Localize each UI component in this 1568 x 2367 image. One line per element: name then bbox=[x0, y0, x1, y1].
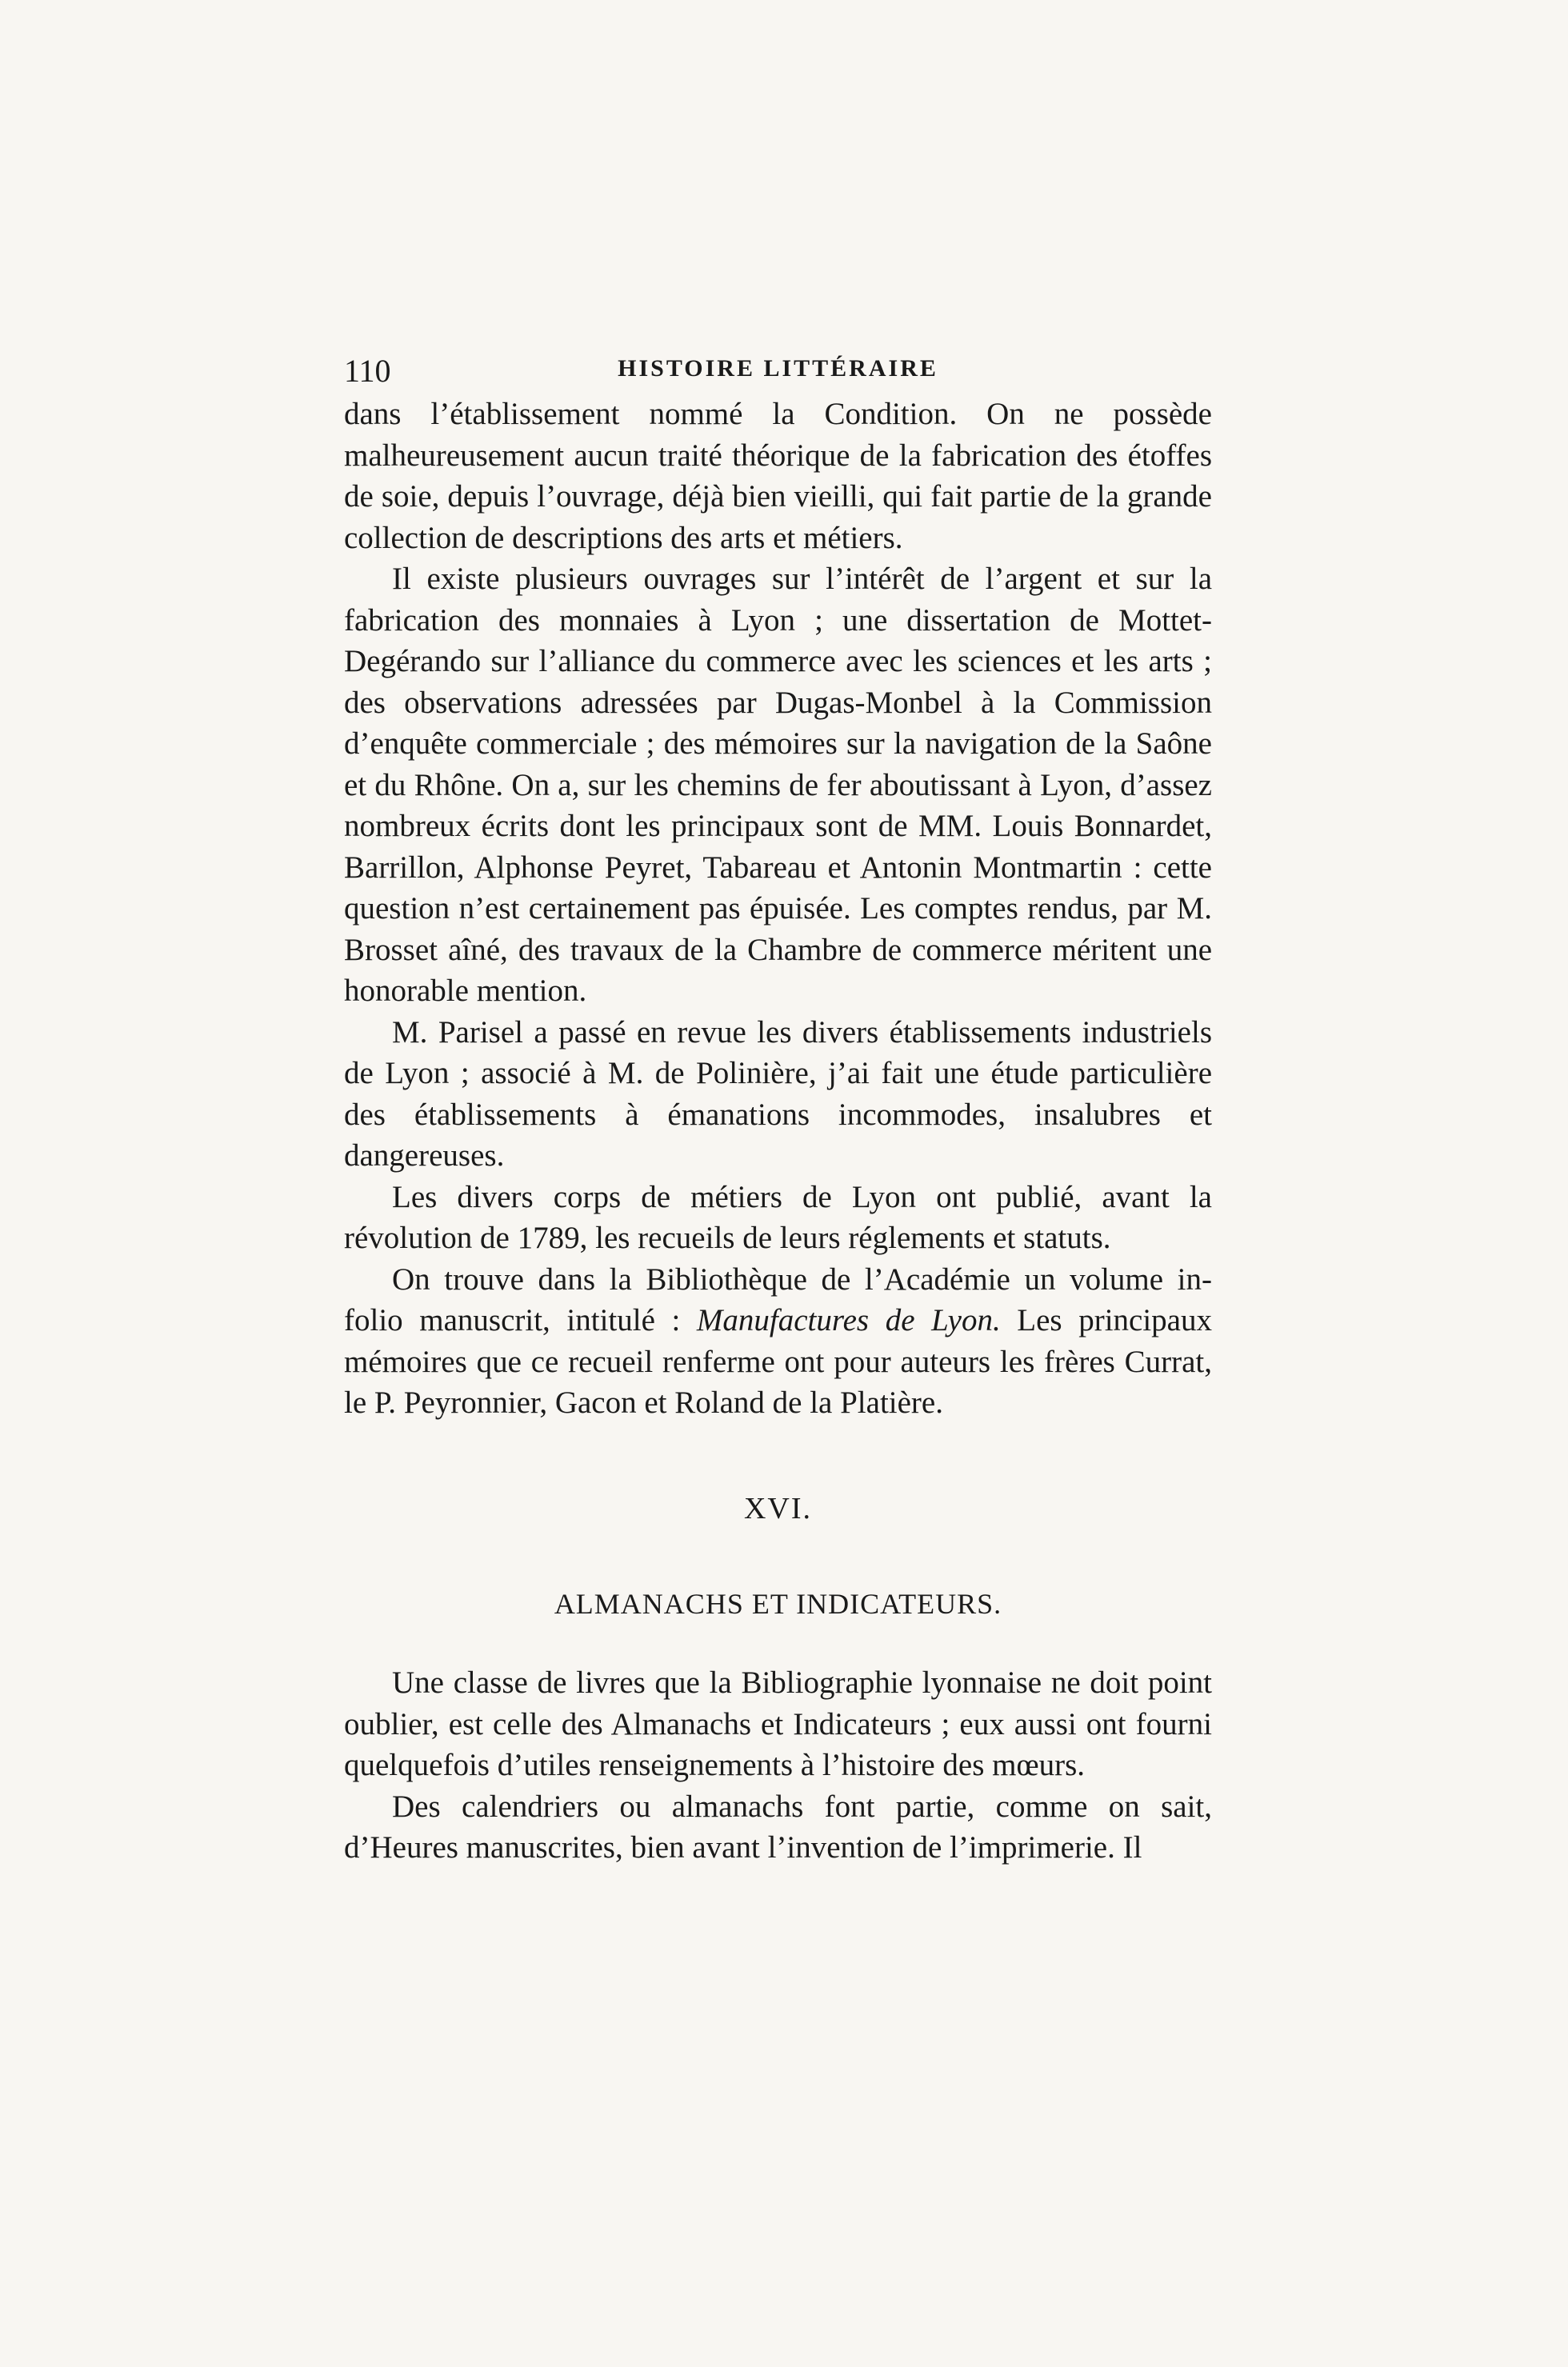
paragraph bbox=[344, 558, 1212, 1012]
paragraph bbox=[344, 1177, 1212, 1259]
paragraph bbox=[344, 1259, 1212, 1424]
paragraph bbox=[344, 1786, 1212, 1869]
running-head bbox=[344, 352, 1212, 390]
paragraph-text: Les principaux mémoires que ce recueil renferme ont pour auteurs les frères Currat, le P. Peyronnier, Gacon et Roland de la Platière. bbox=[344, 1303, 1212, 1420]
paragraph bbox=[344, 394, 1212, 558]
italic-title: Manufactures de Lyon. bbox=[696, 1303, 1001, 1337]
paragraph-text: Des calendriers ou almanachs font partie, comme on sait, d’Heures manuscrites, bien avant l’invention de l’imprimerie. Il bbox=[344, 1789, 1212, 1865]
paragraph-text: dans l’établissement nommé la Condition. On ne possède malheureusement aucun traité théorique de la fabrication des étoffes de soie, depuis l’ouvrage, déjà bien vieilli, qui fait partie de la grande collection de descriptions des arts et métiers. bbox=[344, 397, 1212, 555]
paragraph-text: Une classe de livres que la Bibliographie lyonnaise ne doit point oublier, est celle des Almanachs et Indicateurs ; eux aussi ont fourni quelquefois d’utiles renseignements à l’histoire des mœurs. bbox=[344, 1665, 1212, 1782]
paragraph-text: Les divers corps de métiers de Lyon ont publié, avant la révolution de 1789, les recueils de leurs réglements et statuts. bbox=[344, 1179, 1212, 1255]
paragraph bbox=[344, 1012, 1212, 1177]
running-title: HISTOIRE LITTÉRAIRE bbox=[618, 355, 938, 382]
section-body-text bbox=[344, 1662, 1212, 1869]
section-title: ALMANACHS ET INDICATEURS. bbox=[554, 1588, 1002, 1620]
section-number: XVI. bbox=[743, 1492, 813, 1525]
body-text bbox=[344, 394, 1212, 1424]
paragraph-text: On trouve dans la Bibliothèque de l’Académie un volume in-folio manuscrit, intitulé : bbox=[344, 1261, 1212, 1337]
paragraph bbox=[344, 1662, 1212, 1786]
paragraph-text: M. Parisel a passé en revue les divers établissements industriels de Lyon ; associé à M. de Polinière, j’ai fait une étude particulière des établissements à émanations incommodes, insalubres et dangereuses. bbox=[344, 1014, 1212, 1173]
page-number: 110 bbox=[344, 353, 391, 389]
paragraph-text: Il existe plusieurs ouvrages sur l’intérêt de l’argent et sur la fabrication des monnaies à Lyon ; une dissertation de Mottet-Degérando sur l’alliance du commerce avec les sciences et les arts ; des observations adressées par Dugas-Monbel à la Commission d’enquête commerciale ; des mémoires sur la navigation de la Saône et du Rhône. On a, sur les chemins de fer aboutissant à Lyon, d’assez nombreux écrits dont les principaux sont de MM. Louis Bonnardet, Barrillon, Alphonse Peyret, Tabareau et Antonin Montmartin : cette question n’est certainement pas épuisée. Les comptes rendus, par M. Brosset aîné, des travaux de la Chambre de commerce méritent une honorable mention. bbox=[344, 562, 1212, 1008]
